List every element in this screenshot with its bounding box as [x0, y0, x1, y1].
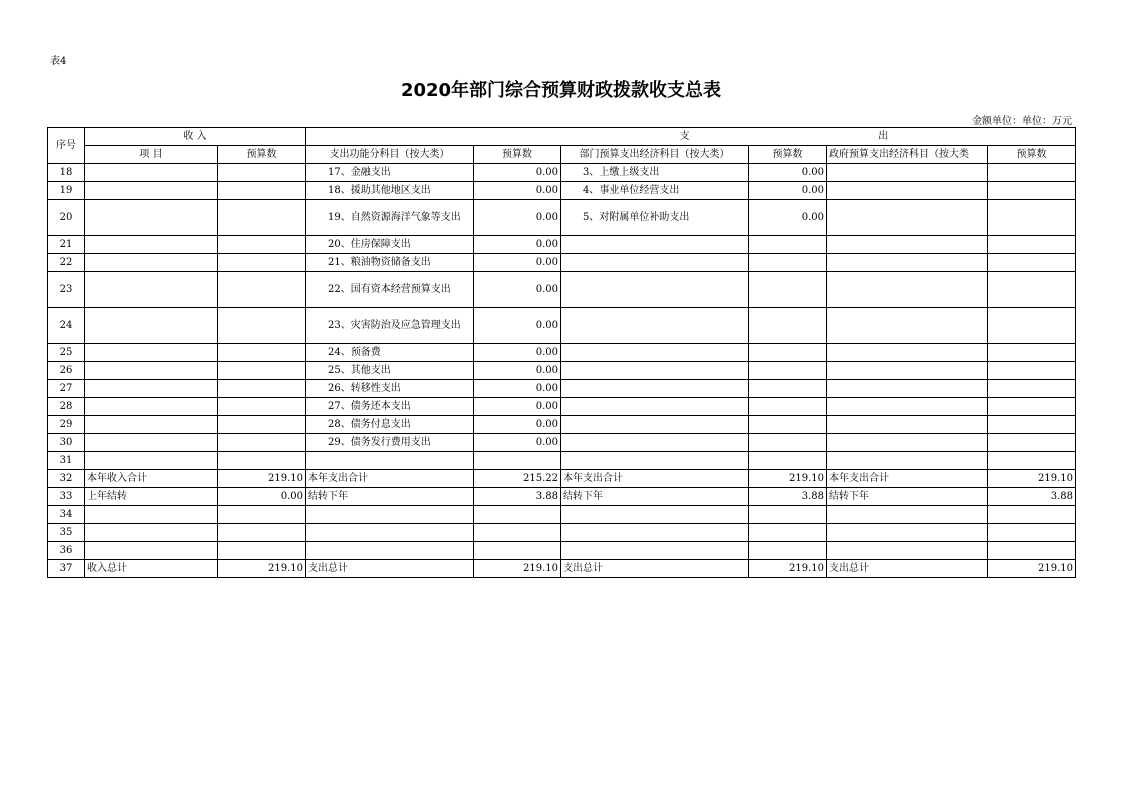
income-item-cell	[85, 542, 218, 560]
gov-econ-cell	[827, 308, 988, 344]
table-row	[48, 236, 1076, 254]
dept-econ-cell	[561, 272, 749, 308]
table-row	[48, 182, 1076, 200]
dept-amount-cell	[749, 542, 827, 560]
income-amount-cell	[218, 416, 306, 434]
income-item-cell	[85, 200, 218, 236]
seq-cell: 19	[48, 182, 85, 200]
table-number-label: 表4	[50, 56, 67, 67]
income-item-cell: 收入总计	[85, 560, 218, 578]
gov-amount-cell	[988, 344, 1076, 362]
func-amount-cell: 0.00	[474, 416, 561, 434]
dept-amount-cell: 3.88	[749, 488, 827, 506]
dept-econ-cell: 本年支出合计	[561, 470, 749, 488]
func-class-cell: 19、自然资源海洋气象等支出	[306, 200, 474, 236]
func-class-cell: 18、援助其他地区支出	[306, 182, 474, 200]
dept-econ-cell	[561, 398, 749, 416]
table-row	[48, 524, 1076, 542]
income-amount-cell	[218, 506, 306, 524]
dept-econ-cell	[561, 308, 749, 344]
dept-amount-cell: 0.00	[749, 200, 827, 236]
gov-econ-cell	[827, 506, 988, 524]
gov-econ-cell	[827, 182, 988, 200]
seq-cell: 24	[48, 308, 85, 344]
header-dept-budget: 预算数	[749, 146, 827, 164]
gov-amount-cell	[988, 236, 1076, 254]
gov-amount-cell	[988, 308, 1076, 344]
income-amount-cell: 0.00	[218, 488, 306, 506]
func-class-cell: 26、转移性支出	[306, 380, 474, 398]
table-row	[48, 308, 1076, 344]
table-row	[48, 560, 1076, 578]
gov-econ-cell	[827, 344, 988, 362]
dept-amount-cell	[749, 398, 827, 416]
budget-summary-table	[47, 127, 1076, 578]
func-class-cell: 22、国有资本经营预算支出	[306, 272, 474, 308]
seq-cell: 35	[48, 524, 85, 542]
dept-econ-cell: 4、事业单位经营支出	[561, 182, 749, 200]
seq-cell: 32	[48, 470, 85, 488]
dept-amount-cell: 219.10	[749, 470, 827, 488]
income-amount-cell	[218, 164, 306, 182]
gov-amount-cell	[988, 506, 1076, 524]
gov-amount-cell: 3.88	[988, 488, 1076, 506]
dept-amount-cell	[749, 272, 827, 308]
func-amount-cell	[474, 542, 561, 560]
table-row	[48, 200, 1076, 236]
dept-amount-cell	[749, 308, 827, 344]
dept-econ-cell: 支出总计	[561, 560, 749, 578]
func-class-cell	[306, 452, 474, 470]
dept-econ-cell	[561, 344, 749, 362]
seq-cell: 30	[48, 434, 85, 452]
income-item-cell	[85, 452, 218, 470]
dept-econ-cell	[561, 542, 749, 560]
header-seq: 序号	[48, 128, 85, 164]
seq-cell: 25	[48, 344, 85, 362]
dept-amount-cell	[749, 380, 827, 398]
gov-econ-cell	[827, 542, 988, 560]
income-item-cell	[85, 236, 218, 254]
table-row	[48, 452, 1076, 470]
dept-amount-cell	[749, 506, 827, 524]
seq-cell: 34	[48, 506, 85, 524]
seq-cell: 22	[48, 254, 85, 272]
table-row	[48, 470, 1076, 488]
gov-econ-cell: 支出总计	[827, 560, 988, 578]
func-class-cell	[306, 524, 474, 542]
seq-cell: 23	[48, 272, 85, 308]
gov-econ-cell	[827, 254, 988, 272]
header-item: 项 目	[85, 146, 218, 164]
func-amount-cell: 0.00	[474, 362, 561, 380]
income-amount-cell	[218, 344, 306, 362]
func-class-cell	[306, 506, 474, 524]
header-gov-budget: 预算数	[988, 146, 1076, 164]
header-row-columns	[48, 146, 1076, 164]
amount-unit-label: 金额单位：单位：万元	[972, 116, 1072, 127]
func-class-cell: 结转下年	[306, 488, 474, 506]
func-amount-cell: 0.00	[474, 200, 561, 236]
dept-econ-cell: 3、上缴上级支出	[561, 164, 749, 182]
income-item-cell	[85, 362, 218, 380]
gov-econ-cell	[827, 380, 988, 398]
income-item-cell	[85, 272, 218, 308]
income-item-cell	[85, 380, 218, 398]
income-item-cell: 本年收入合计	[85, 470, 218, 488]
func-amount-cell: 0.00	[474, 272, 561, 308]
table-row	[48, 434, 1076, 452]
table-row	[48, 344, 1076, 362]
table-row	[48, 398, 1076, 416]
income-amount-cell: 219.10	[218, 470, 306, 488]
dept-econ-cell	[561, 524, 749, 542]
income-amount-cell	[218, 308, 306, 344]
income-amount-cell	[218, 380, 306, 398]
income-item-cell	[85, 434, 218, 452]
dept-econ-cell	[561, 236, 749, 254]
income-amount-cell	[218, 182, 306, 200]
header-dept-econ: 部门预算支出经济科目（按大类）	[561, 146, 749, 164]
dept-amount-cell	[749, 254, 827, 272]
func-class-cell: 17、金融支出	[306, 164, 474, 182]
func-class-cell: 21、粮油物资储备支出	[306, 254, 474, 272]
income-item-cell	[85, 254, 218, 272]
table-row	[48, 542, 1076, 560]
func-amount-cell	[474, 524, 561, 542]
header-func-class: 支出功能分科目（按大类）	[306, 146, 474, 164]
header-income-budget: 预算数	[218, 146, 306, 164]
income-item-cell	[85, 308, 218, 344]
func-amount-cell: 0.00	[474, 344, 561, 362]
table-row	[48, 164, 1076, 182]
income-amount-cell	[218, 542, 306, 560]
gov-econ-cell	[827, 362, 988, 380]
gov-econ-cell	[827, 452, 988, 470]
func-amount-cell: 0.00	[474, 398, 561, 416]
dept-econ-cell	[561, 452, 749, 470]
func-amount-cell: 0.00	[474, 164, 561, 182]
func-amount-cell: 3.88	[474, 488, 561, 506]
header-expense-right: 出	[878, 130, 889, 142]
table-row	[48, 488, 1076, 506]
gov-amount-cell	[988, 200, 1076, 236]
gov-econ-cell	[827, 434, 988, 452]
income-amount-cell	[218, 452, 306, 470]
header-row-group	[48, 128, 1076, 146]
func-class-cell: 27、债务还本支出	[306, 398, 474, 416]
income-item-cell	[85, 164, 218, 182]
seq-cell: 26	[48, 362, 85, 380]
gov-econ-cell: 本年支出合计	[827, 470, 988, 488]
gov-econ-cell	[827, 416, 988, 434]
func-amount-cell: 219.10	[474, 560, 561, 578]
dept-amount-cell	[749, 344, 827, 362]
func-class-cell: 20、住房保障支出	[306, 236, 474, 254]
gov-econ-cell	[827, 236, 988, 254]
dept-amount-cell	[749, 236, 827, 254]
income-item-cell	[85, 344, 218, 362]
func-class-cell: 本年支出合计	[306, 470, 474, 488]
dept-amount-cell	[749, 362, 827, 380]
gov-amount-cell: 219.10	[988, 560, 1076, 578]
func-amount-cell	[474, 506, 561, 524]
dept-amount-cell: 0.00	[749, 182, 827, 200]
seq-cell: 31	[48, 452, 85, 470]
income-item-cell	[85, 506, 218, 524]
header-expense-left: 支	[679, 130, 690, 142]
func-amount-cell: 0.00	[474, 236, 561, 254]
dept-amount-cell	[749, 524, 827, 542]
table-row	[48, 254, 1076, 272]
dept-econ-cell: 结转下年	[561, 488, 749, 506]
func-class-cell: 支出总计	[306, 560, 474, 578]
table-row	[48, 416, 1076, 434]
dept-amount-cell	[749, 452, 827, 470]
income-amount-cell	[218, 524, 306, 542]
gov-amount-cell	[988, 380, 1076, 398]
seq-cell: 21	[48, 236, 85, 254]
func-amount-cell: 0.00	[474, 434, 561, 452]
table-row	[48, 272, 1076, 308]
func-amount-cell: 0.00	[474, 308, 561, 344]
gov-amount-cell	[988, 398, 1076, 416]
dept-econ-cell	[561, 362, 749, 380]
income-item-cell: 上年结转	[85, 488, 218, 506]
income-item-cell	[85, 524, 218, 542]
gov-amount-cell	[988, 416, 1076, 434]
dept-amount-cell	[749, 434, 827, 452]
dept-econ-cell	[561, 434, 749, 452]
gov-econ-cell	[827, 164, 988, 182]
table-row	[48, 362, 1076, 380]
gov-amount-cell	[988, 254, 1076, 272]
func-class-cell: 29、债务发行费用支出	[306, 434, 474, 452]
income-amount-cell	[218, 254, 306, 272]
gov-amount-cell	[988, 182, 1076, 200]
dept-amount-cell: 219.10	[749, 560, 827, 578]
func-amount-cell: 215.22	[474, 470, 561, 488]
seq-cell: 27	[48, 380, 85, 398]
gov-amount-cell	[988, 164, 1076, 182]
header-expense-group	[306, 128, 1076, 146]
income-amount-cell	[218, 398, 306, 416]
table-row	[48, 380, 1076, 398]
page-title: 2020年部门综合预算财政拨款收支总表	[400, 80, 722, 101]
func-class-cell	[306, 542, 474, 560]
seq-cell: 20	[48, 200, 85, 236]
gov-econ-cell	[827, 524, 988, 542]
header-gov-econ: 政府预算支出经济科目（按大类	[827, 146, 988, 164]
seq-cell: 28	[48, 398, 85, 416]
seq-cell: 29	[48, 416, 85, 434]
dept-econ-cell: 5、对附属单位补助支出	[561, 200, 749, 236]
gov-amount-cell	[988, 452, 1076, 470]
income-amount-cell: 219.10	[218, 560, 306, 578]
gov-amount-cell	[988, 542, 1076, 560]
func-class-cell: 25、其他支出	[306, 362, 474, 380]
income-amount-cell	[218, 236, 306, 254]
dept-econ-cell	[561, 380, 749, 398]
seq-cell: 37	[48, 560, 85, 578]
gov-amount-cell	[988, 434, 1076, 452]
func-class-cell: 23、灾害防治及应急管理支出	[306, 308, 474, 344]
seq-cell: 33	[48, 488, 85, 506]
income-amount-cell	[218, 272, 306, 308]
gov-econ-cell	[827, 272, 988, 308]
income-amount-cell	[218, 200, 306, 236]
header-func-budget: 预算数	[474, 146, 561, 164]
gov-amount-cell	[988, 524, 1076, 542]
income-item-cell	[85, 416, 218, 434]
func-class-cell: 28、债务付息支出	[306, 416, 474, 434]
func-amount-cell: 0.00	[474, 182, 561, 200]
gov-econ-cell: 结转下年	[827, 488, 988, 506]
dept-econ-cell	[561, 506, 749, 524]
income-item-cell	[85, 182, 218, 200]
header-income-group: 收 入	[85, 128, 306, 146]
dept-amount-cell: 0.00	[749, 164, 827, 182]
func-amount-cell	[474, 452, 561, 470]
income-amount-cell	[218, 362, 306, 380]
func-class-cell: 24、预备费	[306, 344, 474, 362]
func-amount-cell: 0.00	[474, 380, 561, 398]
gov-econ-cell	[827, 398, 988, 416]
gov-amount-cell: 219.10	[988, 470, 1076, 488]
func-amount-cell: 0.00	[474, 254, 561, 272]
dept-econ-cell	[561, 254, 749, 272]
dept-amount-cell	[749, 416, 827, 434]
seq-cell: 36	[48, 542, 85, 560]
table-row	[48, 506, 1076, 524]
gov-econ-cell	[827, 200, 988, 236]
gov-amount-cell	[988, 272, 1076, 308]
gov-amount-cell	[988, 362, 1076, 380]
dept-econ-cell	[561, 416, 749, 434]
income-item-cell	[85, 398, 218, 416]
income-amount-cell	[218, 434, 306, 452]
seq-cell: 18	[48, 164, 85, 182]
